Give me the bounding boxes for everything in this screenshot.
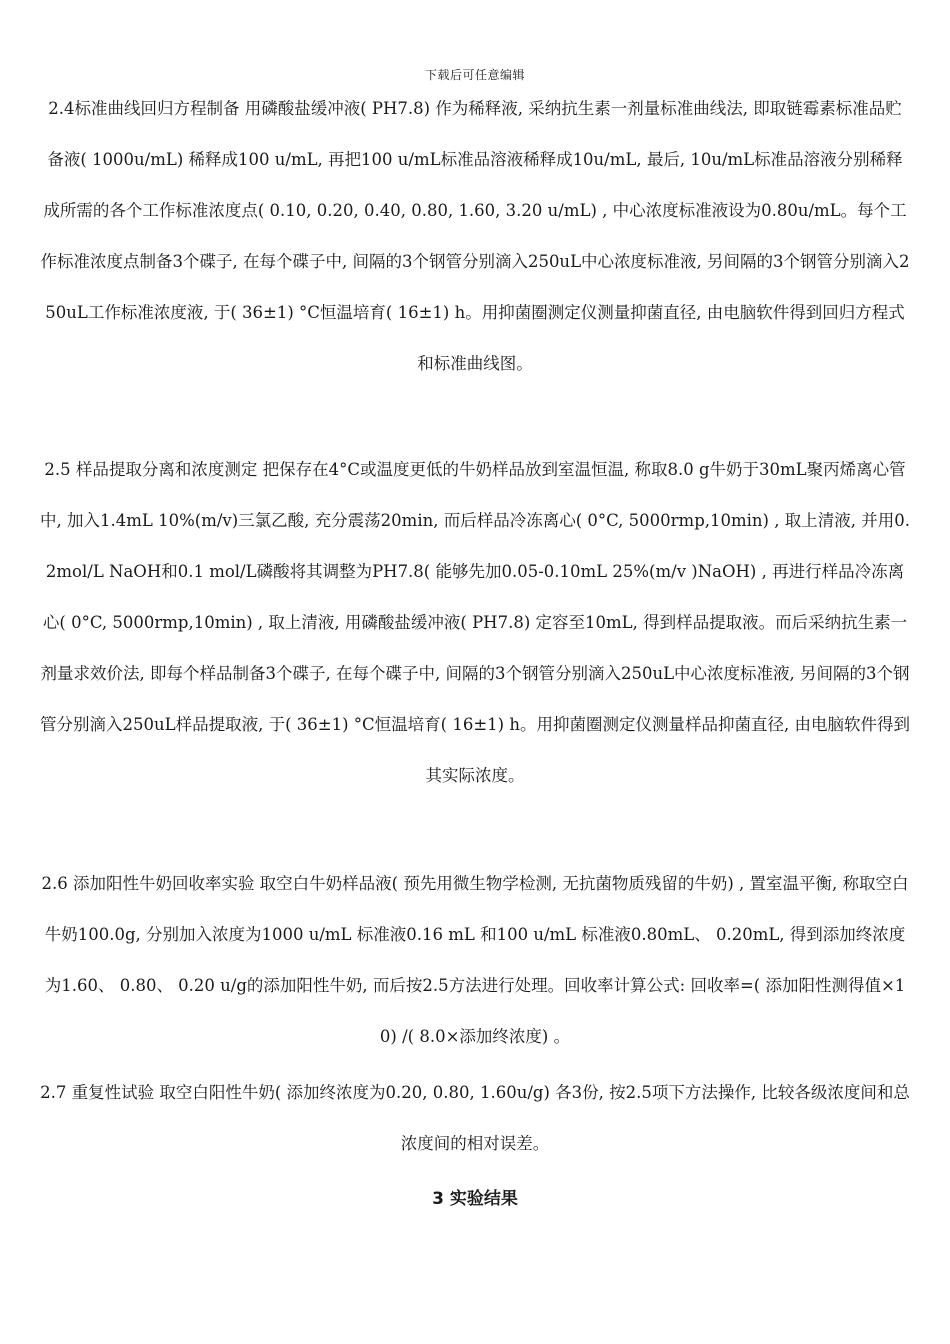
paragraph-2-7-repeatability-test: 2.7 重复性试验 取空白阳性牛奶( 添加终浓度为0.20, 0.80, 1.60u/g) 各3份, 按2.5项下方法操作, 比较各级浓度间和总浓度间的相对误差。 [40, 1083, 910, 1153]
paragraph-2-6-recovery-experiment: 2.6 添加阳性牛奶回收率实验 取空白牛奶样品液( 预先用微生物学检测, 无抗菌物质残留的牛奶) , 置室温平衡, 称取空白牛奶100.0g, 分别加入浓度为1000 u/mL 标准液0.16 mL 和100 u/mL 标准液0.80mL、 0.20mL, 得到添加终浓度为1.60、 0.80、 0.20 u/g的添加阳性牛奶, 而后按2.5方法进行处理。回收率计算公式: 回收率=( 添加阳性测得值×10) /( 8.0×添加终浓度) 。 [41, 874, 909, 1046]
paragraph-2-5-sample-extraction: 2.5 样品提取分离和浓度测定 把保存在4°C或温度更低的牛奶样品放到室温恒温, 称取8.0 g牛奶于30mL聚丙烯离心管中, 加入1.4mL 10%(m/v)三氯乙酸, 充分震荡20min, 而后样品冷冻离心( 0°C, 5000rmp,10min) , 取上清液, 并用0.2mol/L NaOH和0.1 mol/L磷酸将其调整为PH7.8( 能够先加0.05-0.10mL 25%(m/v )NaOH) , 再进行样品冷冻离心( 0°C, 5000rmp,10min) , 取上清液, 用磷酸盐缓冲液( PH7.8) 定容至10mL, 得到样品提取液。而后采纳抗生素一剂量求效价法, 即每个样品制备3个碟子, 在每个碟子中, 间隔的3个钢管分别滴入250uL中心浓度标准液, 另间隔的3个钢管分别滴入250uL样品提取液, 于( 36±1) °C恒温培育( 16±1) h。用抑菌圈测定仪测量样品抑菌直径, 由电脑软件得到其实际浓度。 [40, 460, 910, 785]
section-heading-results: 3 实验结果 [432, 1189, 518, 1209]
header-note: 下载后可任意编辑 [424, 68, 525, 82]
paragraph-2-4-standard-curve: 2.4标准曲线回归方程制备 用磷酸盐缓冲液( PH7.8) 作为稀释液, 采纳抗生素一剂量标准曲线法, 即取链霉素标准品贮备液( 1000u/mL) 稀释成100 u/mL, 再把100 u/mL标准品溶液稀释成10u/mL, 最后, 10u/mL标准品溶液分别稀释成所需的各个工作标准浓度点( 0.10, 0.20, 0.40, 0.80, 1.60, 3.20 u/mL) , 中心浓度标准液设为0.80u/mL。每个工作标准浓度点制备3个碟子, 在每个碟子中, 间隔的3个钢管分别滴入250uL中心浓度标准液, 另间隔的3个钢管分别滴入250uL工作标准浓度液, 于( 36±1) °C恒温培育( 16±1) h。用抑菌圈测定仪测量抑菌直径, 由电脑软件得到回归方程式和标准曲线图。 [40, 99, 910, 373]
